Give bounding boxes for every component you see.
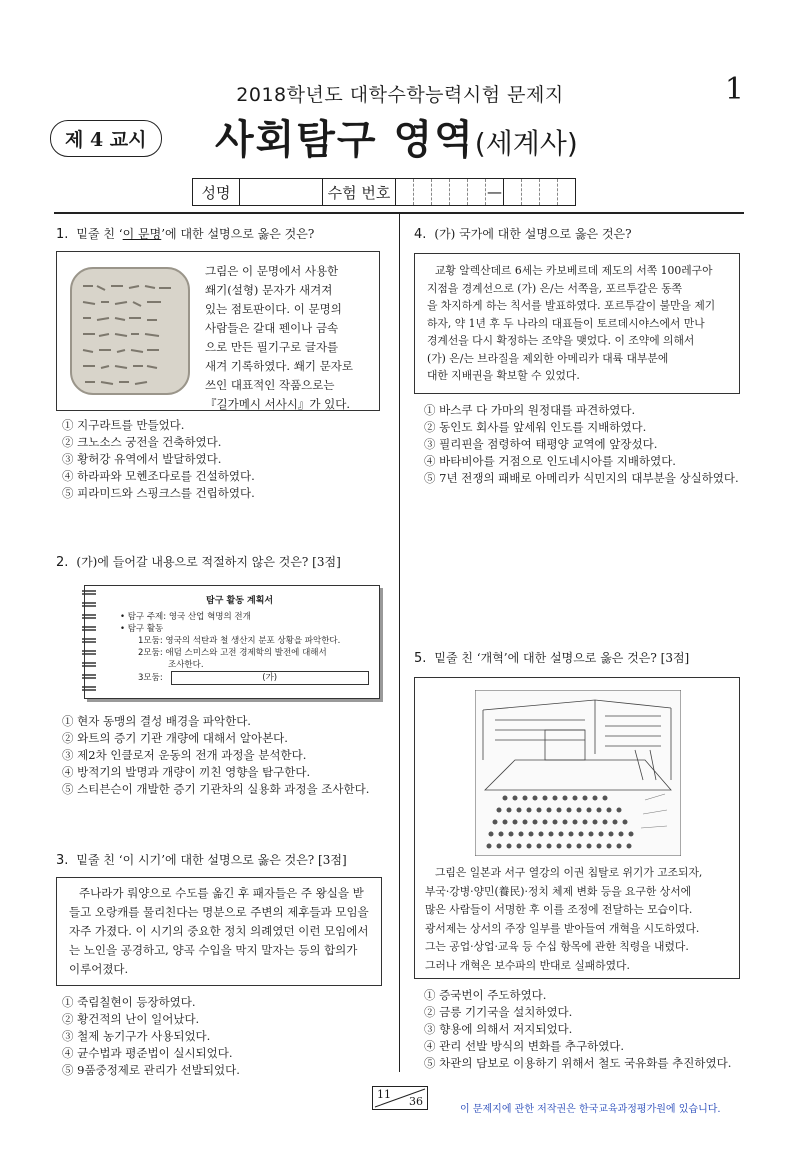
passage-line: 교황 알렉산데르 6세는 카보베르데 제도의 서쪽 100레구아 (435, 264, 713, 277)
question-stem (56, 554, 392, 571)
passage-text (205, 262, 375, 414)
answer-option[interactable]: ④ 방적기의 발명과 개량이 끼친 영향을 탐구한다. (62, 765, 311, 779)
exam-no-cell[interactable] (504, 179, 522, 205)
passage-line: 그는 공업·상업·교육 등 수십 항목에 관한 칙령을 내렸다. (425, 940, 689, 953)
name-exam-box (192, 178, 576, 206)
exam-no-cell[interactable] (468, 179, 486, 205)
plan-title: 탐구 활동 계획서 (206, 596, 274, 606)
passage-line: 그림은 이 문명에서 사용한 (205, 264, 339, 278)
plan-blank: (가) (171, 671, 369, 685)
passage-line: 주나라가 뤄양으로 수도를 옮긴 후 패자들은 주 왕실을 받 (79, 886, 364, 900)
answer-option[interactable]: ① 증국번이 주도하였다. (424, 988, 547, 1002)
plan-activity: • 탐구 활동 (120, 624, 164, 634)
period-badge: 제 4 교시 (50, 120, 162, 157)
passage-line: (가) 은/는 브라질을 제외한 아메리카 대륙 대부분에 (427, 351, 669, 365)
answer-option[interactable]: ③ 필리핀을 점령하여 태평양 교역에 앞장섰다. (424, 436, 658, 451)
clay-tablet-image (67, 264, 193, 398)
stem-underlined: 이 문명 (122, 227, 162, 241)
question-4 (414, 226, 750, 487)
stem-text: (가)에 들어갈 내용으로 적절하지 않은 것은? [3점] (76, 555, 341, 569)
answer-option[interactable]: ④ 하라파와 모헨조다로를 건설하였다. (62, 469, 255, 483)
passage-text (425, 864, 731, 975)
question-number: 3. (56, 853, 69, 868)
answer-option[interactable]: ⑤ 차관의 담보로 이용하기 위해서 철도 국유화를 추진하였다. (424, 1056, 732, 1070)
answer-option[interactable]: ⑤ 7년 전쟁의 패배로 아메리카 식민지의 대부분을 상실하였다. (424, 470, 739, 485)
passage-line: 대한 지배권을 확보할 수 있었다. (427, 369, 580, 382)
passage-line: 을 차지하게 하는 칙서를 발표하였다. 포르투갈이 불만을 제기 (427, 299, 716, 312)
page-counter (372, 1086, 428, 1110)
answer-option[interactable]: ① 바스쿠 다 가마의 원정대를 파견하였다. (424, 402, 636, 417)
answer-options (424, 402, 750, 487)
exam-no-cell[interactable] (414, 179, 432, 205)
question-stem (56, 852, 392, 869)
question-1 (56, 226, 392, 502)
answer-option[interactable]: ② 와트의 증기 기관 개량에 대해서 알아본다. (62, 731, 288, 745)
passage-line: 는 노인을 공경하고, 양곡 수입을 막지 말자는 등의 합의가 (69, 943, 358, 957)
petition-illustration (475, 690, 681, 856)
page-total: 36 (409, 1095, 423, 1108)
passage-line: 사람들은 갈대 펜이나 금속 (205, 321, 339, 335)
exam-no-cell[interactable] (450, 179, 468, 205)
page-current: 11 (377, 1088, 391, 1101)
answer-option[interactable]: ① 죽림칠현이 등장하였다. (62, 995, 196, 1009)
passage-line: 부국·강병·양민(養民)·정치 체제 변화 등을 요구한 상서에 (425, 884, 692, 898)
exam-no-dash: — (486, 179, 504, 205)
passage-box (56, 877, 382, 986)
plan-item-3 (138, 671, 369, 685)
answer-option[interactable]: ③ 향용에 의해서 저지되었다. (424, 1022, 573, 1036)
answer-option[interactable]: ⑤ 피라미드와 스핑크스를 건립하였다. (62, 486, 255, 500)
stem-text: (가) 국가에 대한 설명으로 옳은 것은? (434, 227, 632, 241)
name-label: 성명 (193, 179, 240, 205)
name-field[interactable] (240, 179, 323, 205)
passage-line: 하자, 약 1년 후 두 나라의 대표들이 토르데시야스에서 만나 (427, 316, 705, 330)
passage-line: 자주 가졌다. 이 시기의 중요한 정치 의례였던 이런 모임에서 (69, 924, 369, 938)
question-number: 5. (414, 651, 427, 666)
passage-box (414, 677, 740, 979)
question-3 (56, 852, 392, 1079)
answer-option[interactable]: ④ 균수법과 평준법이 실시되었다. (62, 1046, 233, 1060)
plan-item: 2모둠: 애덤 스미스와 고전 경제학의 발전에 대해서 (138, 648, 327, 658)
passage-line: 쐐기(설형) 문자가 새겨져 (205, 283, 333, 297)
plan-item: 1모둠: 영국의 석탄과 철 생산지 분포 상황을 파악한다. (138, 636, 341, 646)
answer-option[interactable]: ④ 바타비아를 거점으로 인도네시아를 지배하였다. (424, 453, 676, 468)
exam-no-cell[interactable] (396, 179, 414, 205)
question-number: 1. (56, 227, 69, 242)
question-stem (414, 226, 750, 243)
plan-notebook (56, 581, 386, 703)
question-2 (56, 554, 392, 798)
answer-option[interactable]: ③ 황허강 유역에서 발달하였다. (62, 452, 222, 466)
question-stem (56, 226, 392, 243)
passage-line: 광서제는 상서의 주장 일부를 받아들여 개혁을 시도하였다. (425, 921, 700, 935)
exam-no-cell[interactable] (540, 179, 558, 205)
passage-box (56, 251, 380, 411)
passage-line: 있는 점토판이다. 이 문명의 (205, 302, 342, 316)
spiral-binding-icon (68, 587, 108, 707)
answer-option[interactable]: ④ 관리 선발 방식의 변화를 추구하였다. (424, 1039, 625, 1053)
subject-title (215, 108, 578, 165)
answer-option[interactable]: ⑤ 9품중정제로 관리가 선발되었다. (62, 1063, 240, 1077)
exam-no-cell[interactable] (558, 179, 575, 205)
copyright-notice: 이 문제지에 관한 저작권은 한국교육과정평가원에 있습니다. (460, 1104, 721, 1115)
question-5 (414, 650, 750, 1072)
passage-line: 들고 오랑캐를 물리친다는 명분으로 주변의 제후들과 모임을 (69, 905, 369, 919)
stem-text: 밑줄 친 ‘개혁’에 대한 설명으로 옳은 것은? [3점] (434, 651, 690, 665)
answer-option[interactable]: ③ 철제 농기구가 사용되었다. (62, 1029, 211, 1043)
passage-line: 새겨 기록하였다. 쐐기 문자로 (205, 359, 353, 373)
question-number: 2. (56, 555, 69, 570)
question-number: 4. (414, 227, 427, 242)
exam-no-label: 수험 번호 (323, 179, 396, 205)
plan-item: 3모둠: (138, 673, 163, 683)
passage-box (414, 253, 740, 394)
answer-option[interactable]: ③ 제2차 인클로저 운동의 전개 과정을 분석한다. (62, 748, 307, 762)
subject-sub: (세계사) (474, 127, 578, 160)
answer-option[interactable]: ② 황건적의 난이 일어났다. (62, 1012, 200, 1026)
passage-line: 지점을 경계선으로 (가) 은/는 서쪽을, 포르투갈은 동쪽 (427, 281, 683, 295)
answer-options (424, 987, 750, 1072)
subject-main: 사회탐구 영역 (215, 117, 475, 163)
passage-line: 많은 사람들이 서명한 후 이를 조정에 전달하는 모습이다. (425, 903, 693, 916)
answer-option[interactable]: ① 현자 동맹의 결성 배경을 파악한다. (62, 714, 251, 728)
plan-topic: • 탐구 주제: 영국 산업 혁명의 전개 (120, 612, 251, 622)
plan-body (120, 611, 369, 685)
exam-no-cell[interactable] (432, 179, 450, 205)
passage-line: 쓰인 대표적인 작품으로는 (205, 378, 335, 392)
answer-option[interactable]: ② 동인도 회사를 앞세워 인도를 지배하였다. (424, 419, 647, 434)
answer-option[interactable]: ② 크노소스 궁전을 건축하였다. (62, 435, 222, 449)
answer-options (62, 417, 392, 502)
page-number: 1 (724, 72, 744, 107)
stem-text: 밑줄 친 ‘ (76, 227, 123, 241)
answer-options (62, 994, 392, 1079)
passage-line: 『길가메시 서사시』가 있다. (205, 397, 351, 411)
passage-line: 이루어졌다. (69, 962, 129, 976)
stem-text: ’에 대한 설명으로 옳은 것은? (161, 227, 315, 241)
passage-line: 으로 만든 필기구로 글자를 (205, 340, 339, 354)
answer-option[interactable]: ⑤ 스티븐슨이 개발한 증기 기관차의 실용화 과정을 조사한다. (62, 782, 370, 796)
exam-no-cell[interactable] (522, 179, 540, 205)
column-divider (399, 214, 400, 1072)
answer-options (62, 713, 392, 798)
passage-line: 그러나 개혁은 보수파의 반대로 실패하였다. (425, 958, 630, 972)
question-stem (414, 650, 750, 667)
answer-option[interactable]: ② 금릉 기기국을 설치하였다. (424, 1005, 573, 1019)
stem-text: 밑줄 친 ‘이 시기’에 대한 설명으로 옳은 것은? [3점] (76, 853, 347, 867)
passage-line: 그림은 일본과 서구 열강의 이권 침탈로 위기가 고조되자, (435, 866, 703, 879)
exam-title: 2018학년도 대학수학능력시험 문제지 (236, 84, 564, 106)
answer-option[interactable]: ① 지구라트를 만들었다. (62, 418, 185, 432)
plan-item: 조사한다. (168, 660, 204, 670)
passage-line: 경계선을 다시 확정하는 조약을 맺었다. 이 조약에 의해서 (427, 334, 695, 347)
